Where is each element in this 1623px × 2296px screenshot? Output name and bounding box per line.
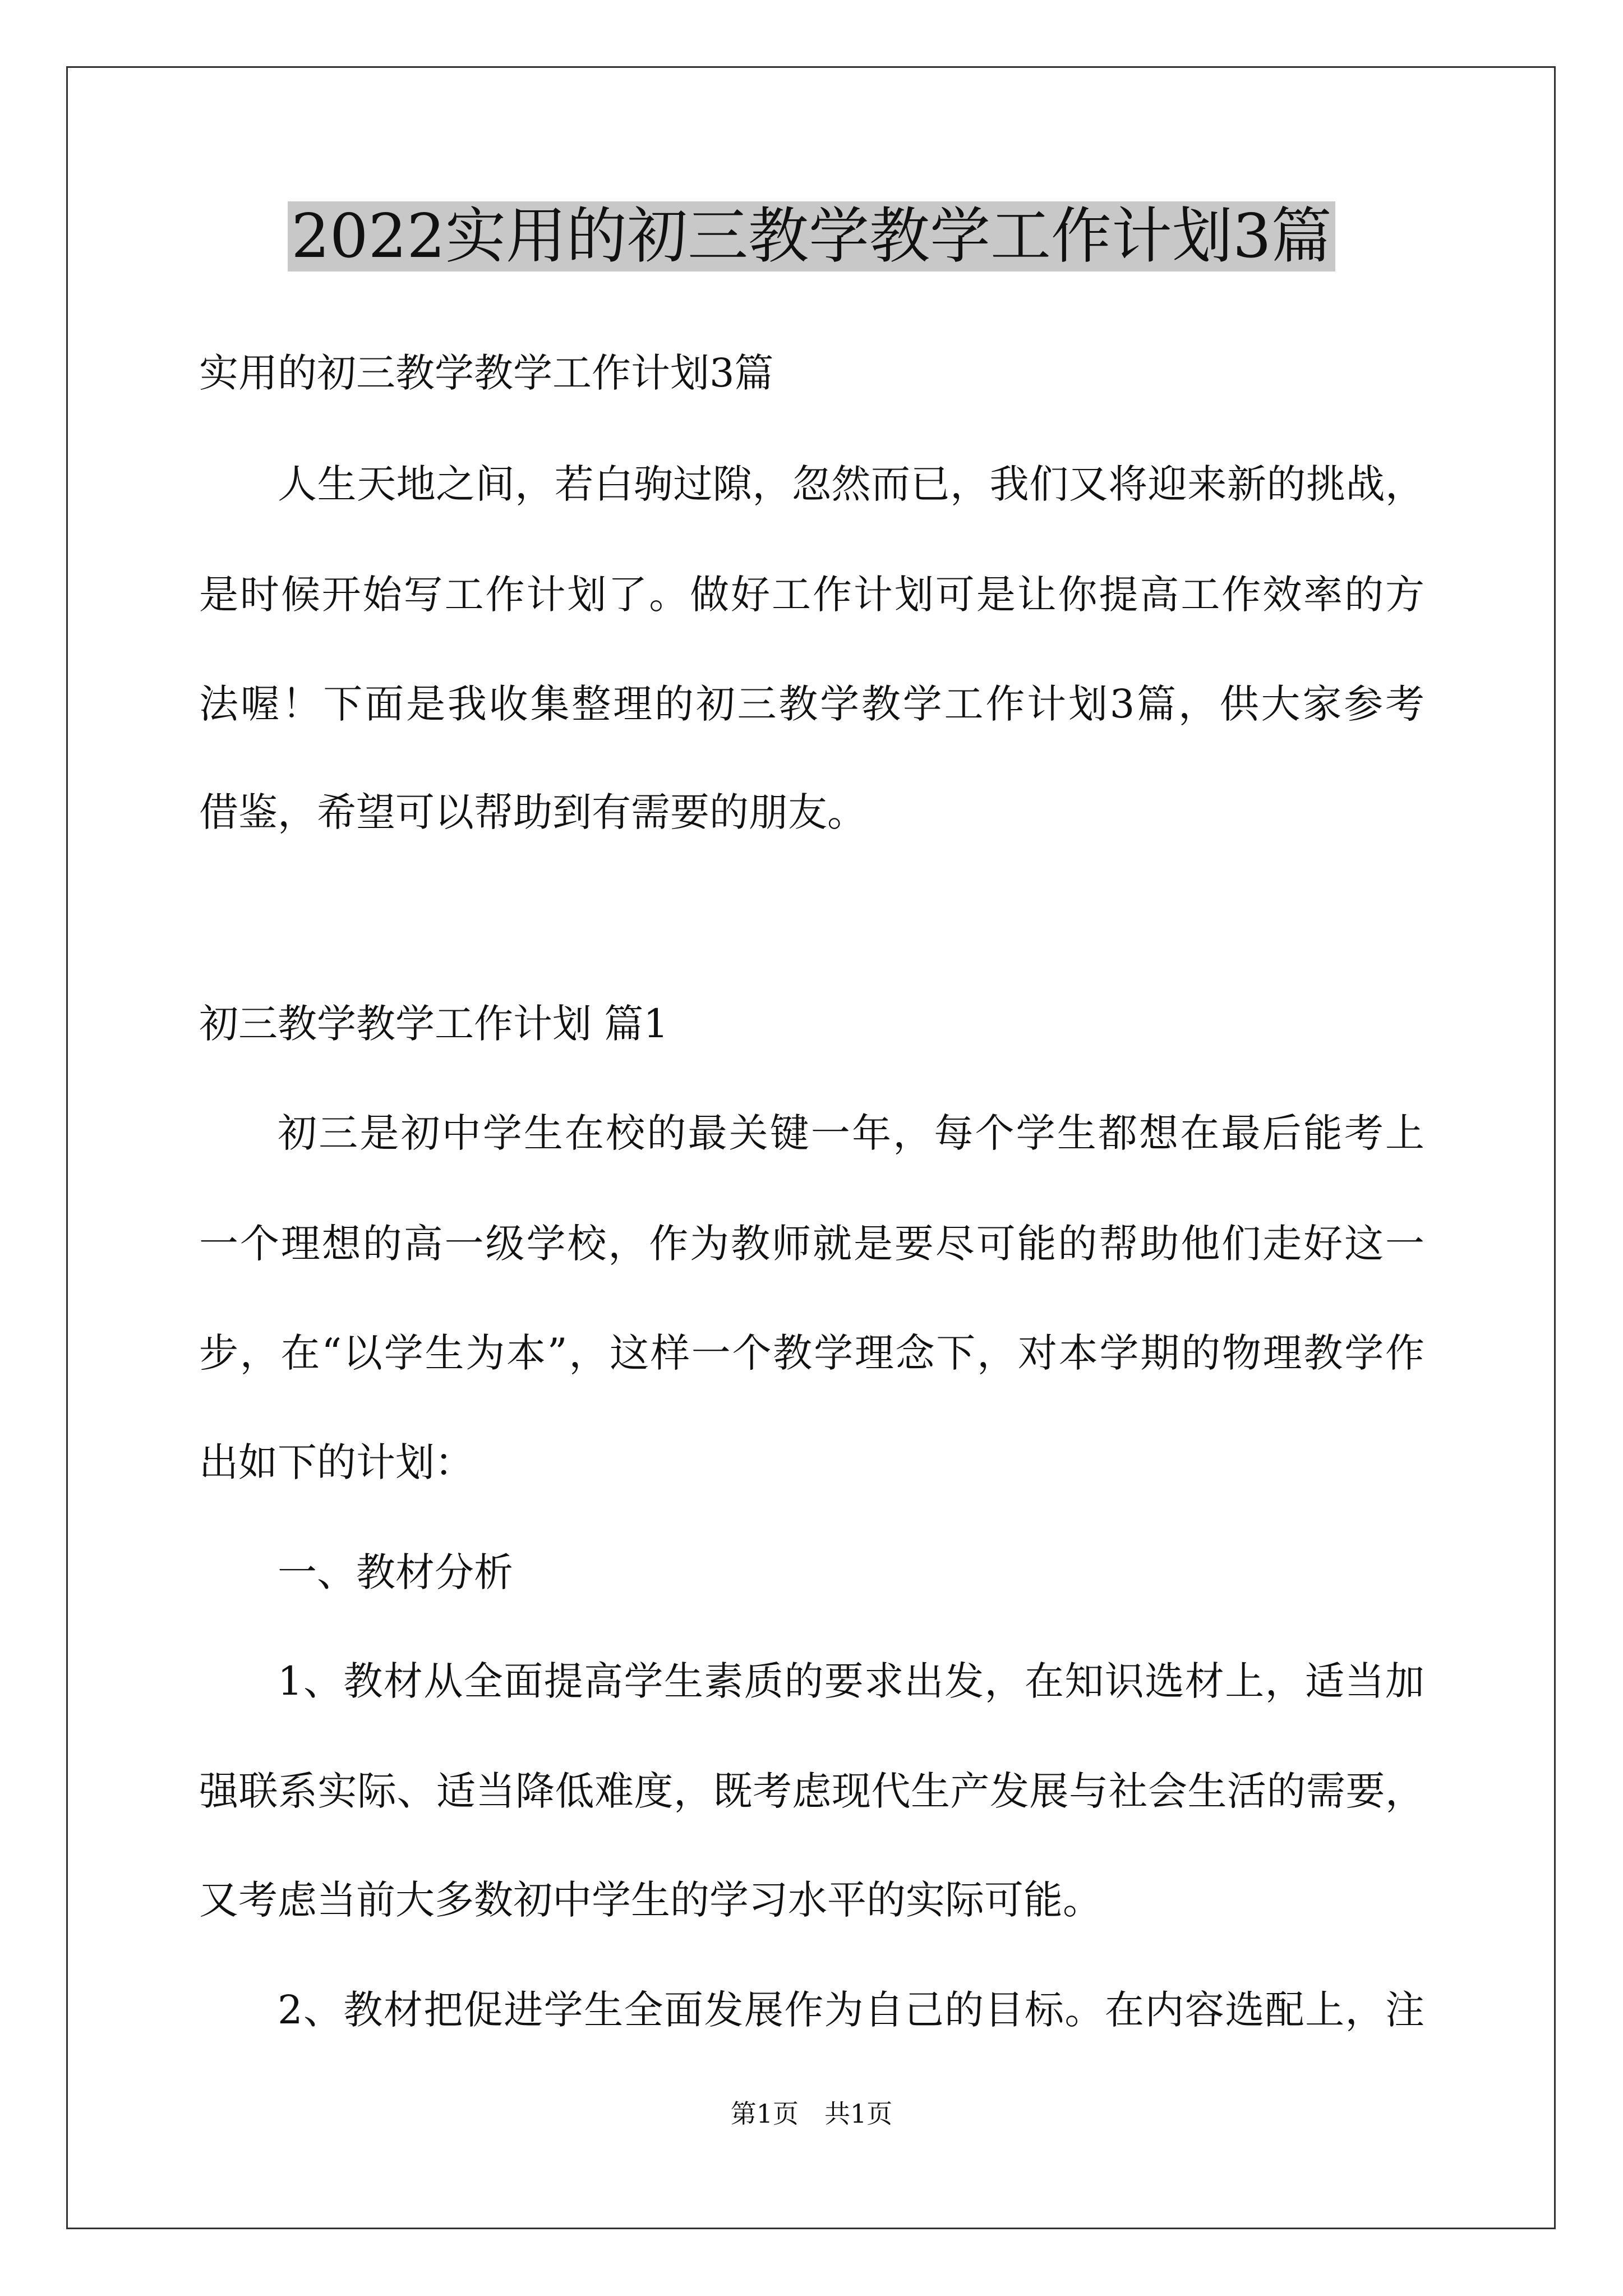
intro-line-2: 是时候开始写工作计划了。做好工作计划可是让你提高工作效率的方 — [199, 572, 1424, 618]
page-footer: 第1页 共1页 — [730, 2099, 893, 2129]
intro-line-4: 借鉴，希望可以帮助到有需要的朋友。 — [199, 789, 866, 835]
sub-heading: 一、教材分析 — [278, 1549, 513, 1595]
para1-line-2: 一个理想的高一级学校，作为教师就是要尽可能的帮助他们走好这一 — [199, 1221, 1424, 1267]
document-subtitle: 实用的初三教学教学工作计划3篇 — [199, 350, 774, 396]
para1-line-3: 步，在“以学生为本”，这样一个教学理念下，对本学期的物理教学作 — [199, 1330, 1424, 1376]
item1-line-2: 强联系实际、适当降低难度，既考虑现代生产发展与社会生活的需要， — [199, 1768, 1424, 1814]
para1-line-1: 初三是初中学生在校的最关键一年，每个学生都想在最后能考上 — [278, 1110, 1424, 1156]
document-title — [0, 197, 1623, 276]
item2-line-1: 2、教材把促进学生全面发展作为自己的目标。在内容选配上，注 — [278, 1987, 1424, 2033]
document-title-text: 2022实用的初三教学教学工作计划3篇 — [288, 201, 1335, 272]
item1-line-1: 1、教材从全面提高学生素质的要求出发，在知识选材上，适当加 — [278, 1658, 1424, 1704]
intro-line-1: 人生天地之间，若白驹过隙，忽然而已，我们又将迎来新的挑战， — [278, 461, 1424, 507]
item1-line-3: 又考虑当前大多数初中学生的学习水平的实际可能。 — [199, 1877, 1102, 1923]
intro-line-3: 法喔！下面是我收集整理的初三教学教学工作计划3篇，供大家参考 — [199, 681, 1424, 727]
section-heading: 初三教学教学工作计划 篇1 — [199, 1001, 668, 1047]
para1-line-4: 出如下的计划： — [199, 1439, 474, 1485]
